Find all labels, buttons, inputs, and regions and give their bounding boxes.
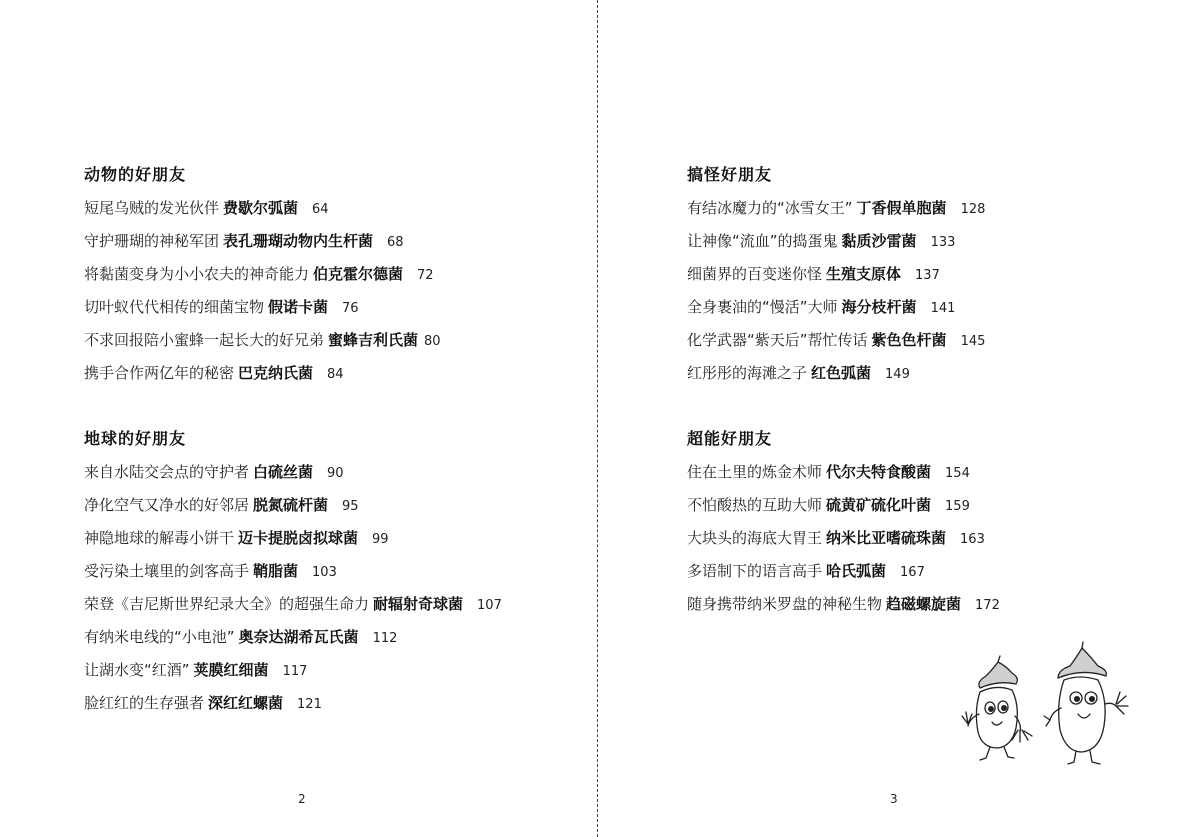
toc-entry[interactable] — [687, 593, 1000, 626]
toc-entry[interactable] — [84, 461, 502, 494]
entry-bacteria-name: 生殖支原体 — [826, 265, 902, 283]
entry-bacteria-name: 费歇尔弧菌 — [223, 199, 299, 217]
toc-entry[interactable] — [687, 362, 985, 395]
entry-bacteria-name: 脱氮硫杆菌 — [253, 496, 329, 514]
entry-description: 将黏菌变身为小小农夫的神奇能力 — [84, 265, 310, 283]
toc-entry[interactable] — [687, 263, 985, 296]
toc-entry[interactable] — [687, 197, 985, 230]
entry-description: 让湖水变“红酒” — [84, 661, 190, 679]
entry-description: 荣登《吉尼斯世界纪录大全》的超强生命力 — [84, 595, 370, 613]
entry-page-number: 64 — [312, 202, 329, 217]
entry-page-number: 99 — [372, 532, 389, 547]
entry-bacteria-name: 表孔珊瑚动物内生杆菌 — [223, 232, 374, 250]
entry-bacteria-name: 丁香假单胞菌 — [856, 199, 947, 217]
toc-entry[interactable] — [84, 197, 441, 230]
toc-entry[interactable] — [84, 230, 441, 263]
entry-description: 神隐地球的解毒小饼干 — [84, 529, 235, 547]
toc-entry[interactable] — [687, 461, 1000, 494]
entry-description: 净化空气又净水的好邻居 — [84, 496, 250, 514]
entry-page-number: 72 — [417, 268, 434, 283]
entry-description: 有纳米电线的“小电池” — [84, 628, 235, 646]
entry-description: 脸红红的生存强者 — [84, 694, 205, 712]
entry-page-number: 172 — [975, 598, 1000, 613]
entry-page-number: 154 — [945, 466, 970, 481]
toc-entry[interactable] — [84, 527, 502, 560]
toc-entry[interactable] — [84, 593, 502, 626]
entry-page-number: 112 — [372, 631, 398, 646]
entry-bacteria-name: 哈氏弧菌 — [826, 562, 887, 580]
toc-entry[interactable] — [84, 626, 502, 659]
toc-entry[interactable] — [687, 527, 1000, 560]
toc-entry[interactable] — [687, 329, 985, 362]
entry-page-number: 167 — [900, 565, 925, 580]
entry-page-number: 117 — [282, 664, 308, 679]
section-title: 搞怪好朋友 — [687, 165, 773, 184]
entry-page-number: 133 — [930, 235, 956, 250]
entry-description: 受污染土壤里的剑客高手 — [84, 562, 250, 580]
entry-description: 大块头的海底大胃王 — [687, 529, 823, 547]
entry-description: 细菌界的百变迷你怪 — [687, 265, 823, 283]
section-title: 超能好朋友 — [687, 429, 773, 448]
entry-bacteria-name: 硫黄矿硫化叶菌 — [826, 496, 932, 514]
entry-description: 携手合作两亿年的秘密 — [84, 364, 235, 382]
toc-entry[interactable] — [84, 296, 441, 329]
entry-description: 短尾乌贼的发光伙伴 — [84, 199, 220, 217]
page-number: 3 — [890, 792, 898, 806]
toc-section-earth-friends — [84, 428, 502, 725]
entry-bacteria-name: 伯克霍尔德菌 — [313, 265, 404, 283]
page-number: 2 — [298, 792, 306, 806]
toc-section-animal-friends — [84, 164, 441, 395]
page-divider — [597, 0, 598, 837]
entry-page-number: 103 — [312, 565, 337, 580]
bacteria-mascots-illustration — [950, 640, 1150, 775]
entry-page-number: 128 — [960, 202, 986, 217]
toc-entry[interactable] — [84, 659, 502, 692]
section-title: 动物的好朋友 — [84, 165, 187, 184]
entry-page-number: 121 — [297, 697, 322, 712]
entry-description: 不求回报陪小蜜蜂一起长大的好兄弟 — [84, 331, 325, 349]
entry-description: 切叶蚁代代相传的细菌宝物 — [84, 298, 265, 316]
entry-bacteria-name: 深红红螺菌 — [208, 694, 284, 712]
entry-page-number: 80 — [424, 334, 441, 349]
entry-description: 来自水陆交会点的守护者 — [84, 463, 250, 481]
entry-bacteria-name: 迈卡提脱卤拟球菌 — [238, 529, 359, 547]
entry-page-number: 90 — [327, 466, 344, 481]
toc-section-quirky-friends — [687, 164, 985, 395]
entry-description: 化学武器“紫天后”帮忙传话 — [687, 331, 868, 349]
entry-page-number: 145 — [960, 334, 986, 349]
entry-bacteria-name: 奥奈达湖希瓦氏菌 — [238, 628, 359, 646]
entry-bacteria-name: 鞘脂菌 — [253, 562, 299, 580]
entry-description: 住在土里的炼金术师 — [687, 463, 823, 481]
entry-bacteria-name: 纳米比亚嗜硫珠菌 — [826, 529, 947, 547]
toc-entry[interactable] — [84, 263, 441, 296]
section-title: 地球的好朋友 — [84, 429, 187, 448]
entry-page-number: 95 — [342, 499, 359, 514]
toc-entry[interactable] — [84, 329, 441, 362]
entry-bacteria-name: 代尔夫特食酸菌 — [826, 463, 932, 481]
entry-description: 不怕酸热的互助大师 — [687, 496, 823, 514]
entry-bacteria-name: 海分枝杆菌 — [841, 298, 917, 316]
toc-entry[interactable] — [687, 494, 1000, 527]
toc-entry[interactable] — [84, 494, 502, 527]
bacteria-mascot-right — [1044, 642, 1128, 764]
toc-entry[interactable] — [84, 692, 502, 725]
entry-page-number: 149 — [885, 367, 910, 382]
entry-description: 让神像“流血”的捣蛋鬼 — [687, 232, 838, 250]
entry-bacteria-name: 趋磁螺旋菌 — [886, 595, 962, 613]
entry-bacteria-name: 紫色色杆菌 — [871, 331, 947, 349]
entry-page-number: 137 — [915, 268, 940, 283]
entry-description: 有结冰魔力的“冰雪女王” — [687, 199, 853, 217]
toc-entry[interactable] — [84, 362, 441, 395]
entry-page-number: 141 — [930, 301, 956, 316]
entry-description: 守护珊瑚的神秘军团 — [84, 232, 220, 250]
entry-page-number: 159 — [945, 499, 970, 514]
entry-page-number: 163 — [960, 532, 985, 547]
entry-bacteria-name: 白硫丝菌 — [253, 463, 314, 481]
entry-bacteria-name: 耐辐射奇球菌 — [373, 595, 464, 613]
entry-description: 随身携带纳米罗盘的神秘生物 — [687, 595, 883, 613]
entry-bacteria-name: 蜜蜂吉利氏菌 — [328, 331, 419, 349]
entry-description: 多语制下的语言高手 — [687, 562, 823, 580]
toc-entry[interactable] — [687, 560, 1000, 593]
entry-bacteria-name: 红色弧菌 — [811, 364, 872, 382]
entry-bacteria-name: 荚膜红细菌 — [193, 661, 269, 679]
entry-page-number: 84 — [327, 367, 344, 382]
bacteria-mascot-left — [962, 656, 1032, 760]
entry-description: 红彤彤的海滩之子 — [687, 364, 808, 382]
entry-description: 全身裹油的“慢活”大师 — [687, 298, 838, 316]
entry-bacteria-name: 巴克纳氏菌 — [238, 364, 314, 382]
entry-bacteria-name: 黏质沙雷菌 — [841, 232, 917, 250]
entry-page-number: 76 — [342, 301, 359, 316]
toc-entry[interactable] — [687, 230, 985, 263]
toc-entry[interactable] — [84, 560, 502, 593]
toc-entry[interactable] — [687, 296, 985, 329]
toc-section-superpower-friends — [687, 428, 1000, 626]
entry-page-number: 107 — [477, 598, 502, 613]
entry-page-number: 68 — [387, 235, 404, 250]
entry-bacteria-name: 假诺卡菌 — [268, 298, 329, 316]
